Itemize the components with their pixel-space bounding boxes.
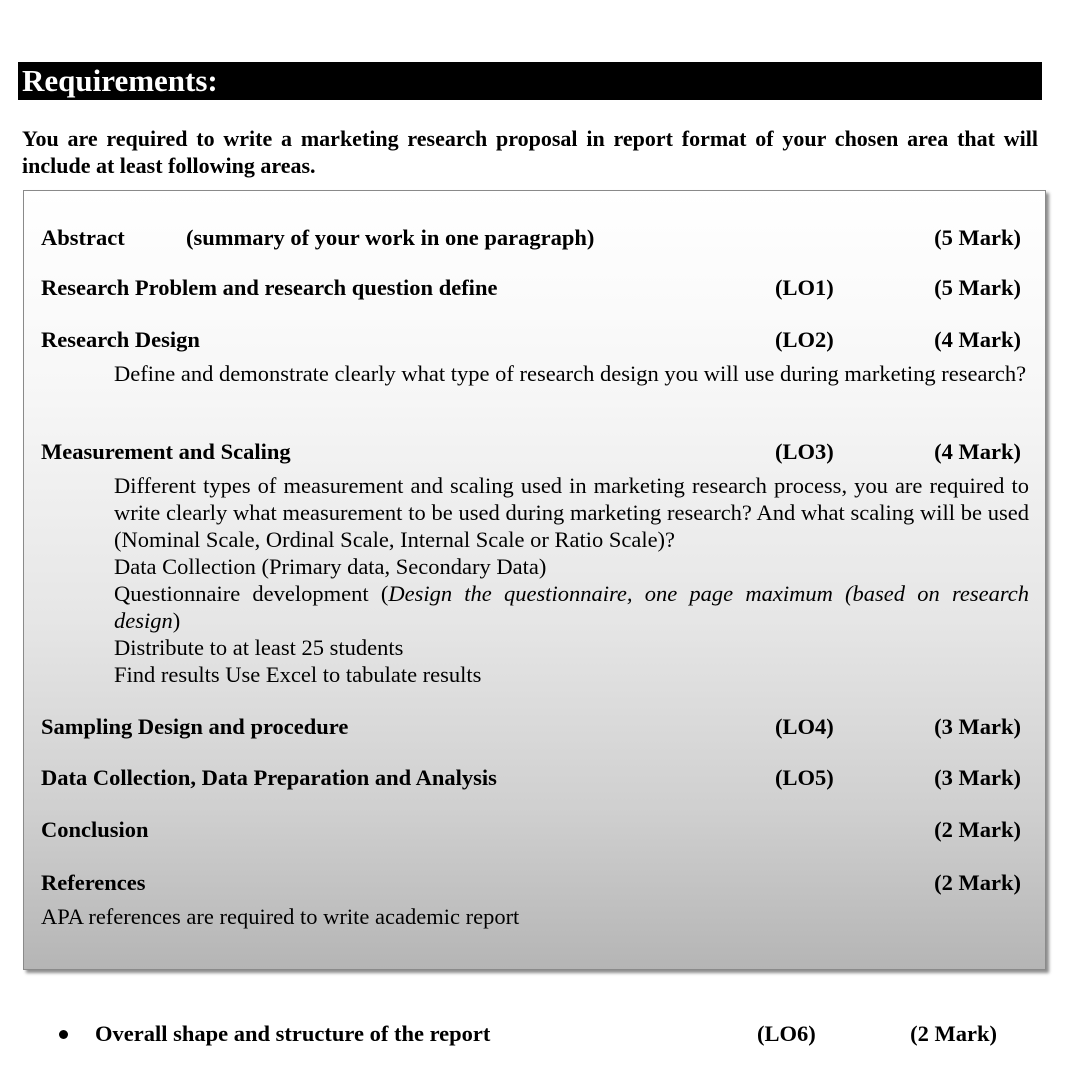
section-lo: (LO4) <box>775 714 834 739</box>
section-title: Data Collection, Data Preparation and Analysis <box>41 765 497 790</box>
detail-text: ) <box>172 608 181 633</box>
detail-text: Questionnaire development ( <box>114 581 389 606</box>
section-lo: (LO5) <box>775 765 834 790</box>
section-research-problem <box>41 273 1021 303</box>
detail-italic: Design the questionnaire, one page maximum (based on research design <box>114 581 1030 633</box>
section-mark: (2 Mark) <box>934 870 1021 895</box>
questionnaire-line <box>114 580 1029 634</box>
detail-text: Different types of measurement and scaling used in marketing research process, you are required to write clearly what measurement to be used during marketing research? And what scaling will be used (Nominal Scale, Ordinal Scale, Internal Scale or Ratio Scale)? <box>114 473 1029 552</box>
section-lo: (LO2) <box>775 327 834 352</box>
detail-text: Define and demonstrate clearly what type of research design you will use during marketing research? <box>114 361 1027 386</box>
requirements-heading: Requirements: <box>18 62 1042 100</box>
section-title: References <box>41 870 146 895</box>
footer-lo: (LO6) <box>757 1021 816 1046</box>
detail-text: Find results Use Excel to tabulate results <box>114 662 482 687</box>
section-lo: (LO3) <box>775 439 834 464</box>
section-title: Measurement and Scaling <box>41 439 291 464</box>
footer-title: Overall shape and structure of the report <box>95 1021 491 1046</box>
requirements-box <box>23 190 1046 970</box>
measurement-detail <box>114 472 1029 688</box>
section-mark: (2 Mark) <box>934 817 1021 842</box>
section-references <box>41 868 1021 898</box>
section-mark: (4 Mark) <box>934 439 1021 464</box>
overall-structure-item <box>55 1019 1005 1049</box>
section-mark: (5 Mark) <box>934 275 1021 300</box>
bullet-icon <box>59 1030 68 1039</box>
detail-text: Data Collection (Primary data, Secondary Data) <box>114 554 547 579</box>
section-title: Research Problem and research question define <box>41 275 498 300</box>
detail-text: Distribute to at least 25 students <box>114 635 404 660</box>
section-title: Abstract <box>41 225 125 250</box>
section-title: Sampling Design and procedure <box>41 714 349 739</box>
footer-mark: (2 Mark) <box>910 1021 997 1046</box>
section-note: (summary of your work in one paragraph) <box>186 225 595 250</box>
section-abstract <box>41 223 1021 253</box>
section-mark: (3 Mark) <box>934 714 1021 739</box>
references-detail: APA references are required to write academic report <box>41 904 520 929</box>
section-sampling <box>41 712 1021 742</box>
section-data-collection <box>41 763 1021 793</box>
section-title: Research Design <box>41 327 200 352</box>
research-design-detail <box>114 360 1029 387</box>
section-mark: (4 Mark) <box>934 327 1021 352</box>
section-measurement <box>41 437 1021 467</box>
section-research-design <box>41 325 1021 355</box>
intro-text: You are required to write a marketing research proposal in report format of your chosen area that will include at least following areas. <box>22 126 1038 178</box>
section-conclusion <box>41 815 1021 845</box>
section-lo: (LO1) <box>775 275 834 300</box>
section-mark: (3 Mark) <box>934 765 1021 790</box>
section-title: Conclusion <box>41 817 149 842</box>
section-mark: (5 Mark) <box>934 225 1021 250</box>
